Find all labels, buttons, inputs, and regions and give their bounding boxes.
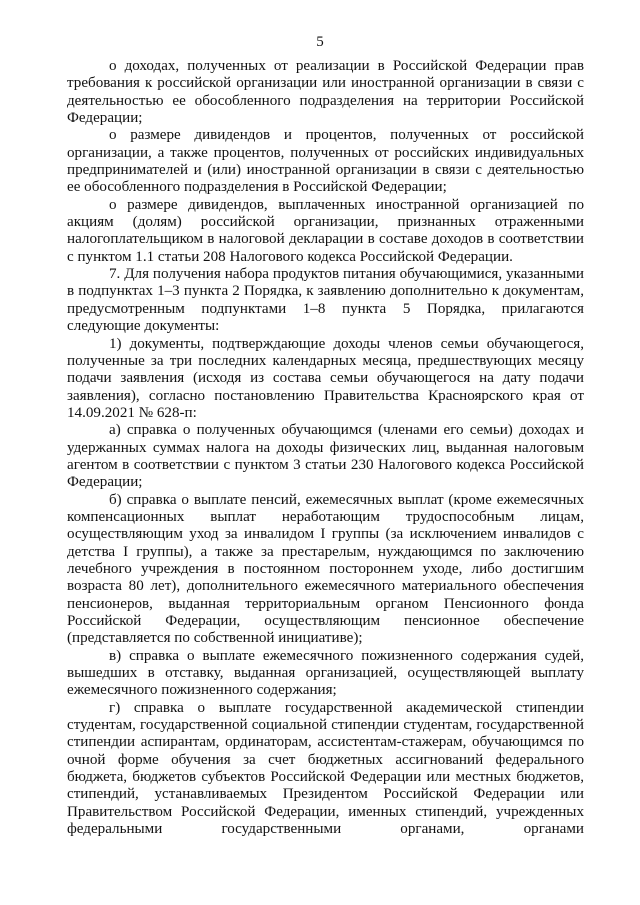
document-body (67, 58, 584, 838)
paragraph-item-7: 7. Для получения набора продуктов питания обучающимися, указанными в подпунктах 1–3 пункта 2 Порядка, к заявлению дополнительно к документам, предусмотренным подпунктами 1–8 пункта 5 Порядка, прилагаются следующие документы: (67, 266, 584, 335)
paragraph-income-claims: о доходах, полученных от реализации в Российской Федерации прав требования к российской организации или иностранной организации в связи с деятельностью ее обособленного подразделения на территории Российской Федерации; (67, 58, 584, 127)
paragraph-subitem-v: в) справка о выплате ежемесячного пожизненного содержания судей, вышедших в отставку, выданная организацией, осуществляющей выплату ежемесячного пожизненного содержания; (67, 647, 584, 699)
paragraph-subitem-b: б) справка о выплате пенсий, ежемесячных выплат (кроме ежемесячных компенсационных выплат неработающим трудоспособным лицам, осуществляющим уход за инвалидом I группы (за исключением инвалидов с детства I группы), а также за престарелым, нуждающимся по заключению лечебного учреждения в постоянном постороннем уходе, либо достигшим возраста 80 лет), дополнительного ежемесячного материального обеспечения пенсионеров, выданная территориальным органом Пенсионного фонда Российской Федерации, осуществляющим пенсионное обеспечение (представляется по собственной инициативе); (67, 491, 584, 647)
paragraph-subitem-a: а) справка о полученных обучающимся (членами его семьи) доходах и удержанных суммах налога на доходы физических лиц, выданная налоговым агентом в соответствии с пунктом 3 статьи 230 Налогового кодекса Российской Федерации; (67, 422, 584, 491)
paragraph-dividends-interest: о размере дивидендов и процентов, полученных от российской организации, а также процентов, полученных от российских индивидуальных предпринимателей и (или) иностранной организации в связи с деятельностью ее обособленного подразделения в Российской Федерации; (67, 127, 584, 196)
page-number: 5 (316, 34, 324, 50)
paragraph-subitem-g: г) справка о выплате государственной академической стипендии студентам, государственной социальной стипендии студентам, государственной стипендии аспирантам, ординаторам, ассистентам-стажерам, обучающимся по очной форме обучения за счет бюджетных ассигнований федерального бюджета, бюджетов субъектов Российской Федерации или местных бюджетов, стипендий, устанавливаемых Президентом Российской Федерации или Правительством Российской Федерации, именных стипендий, учрежденных федеральными государственными органами, органами (67, 699, 584, 838)
paragraph-dividends-foreign: о размере дивидендов, выплаченных иностранной организацией по акциям (долям) российской организации, признанных отраженными налогоплательщиком в налоговой декларации в составе доходов в соответствии с пунктом 1.1 статьи 208 Налогового кодекса Российской Федерации. (67, 196, 584, 265)
paragraph-subitem-1: 1) документы, подтверждающие доходы членов семьи обучающегося, полученные за три последних календарных месяца, предшествующих месяцу подачи заявления (исходя из состава семьи обучающегося на дату подачи заявления), согласно постановлению Правительства Красноярского края от 14.09.2021 № 628-п: (67, 335, 584, 421)
